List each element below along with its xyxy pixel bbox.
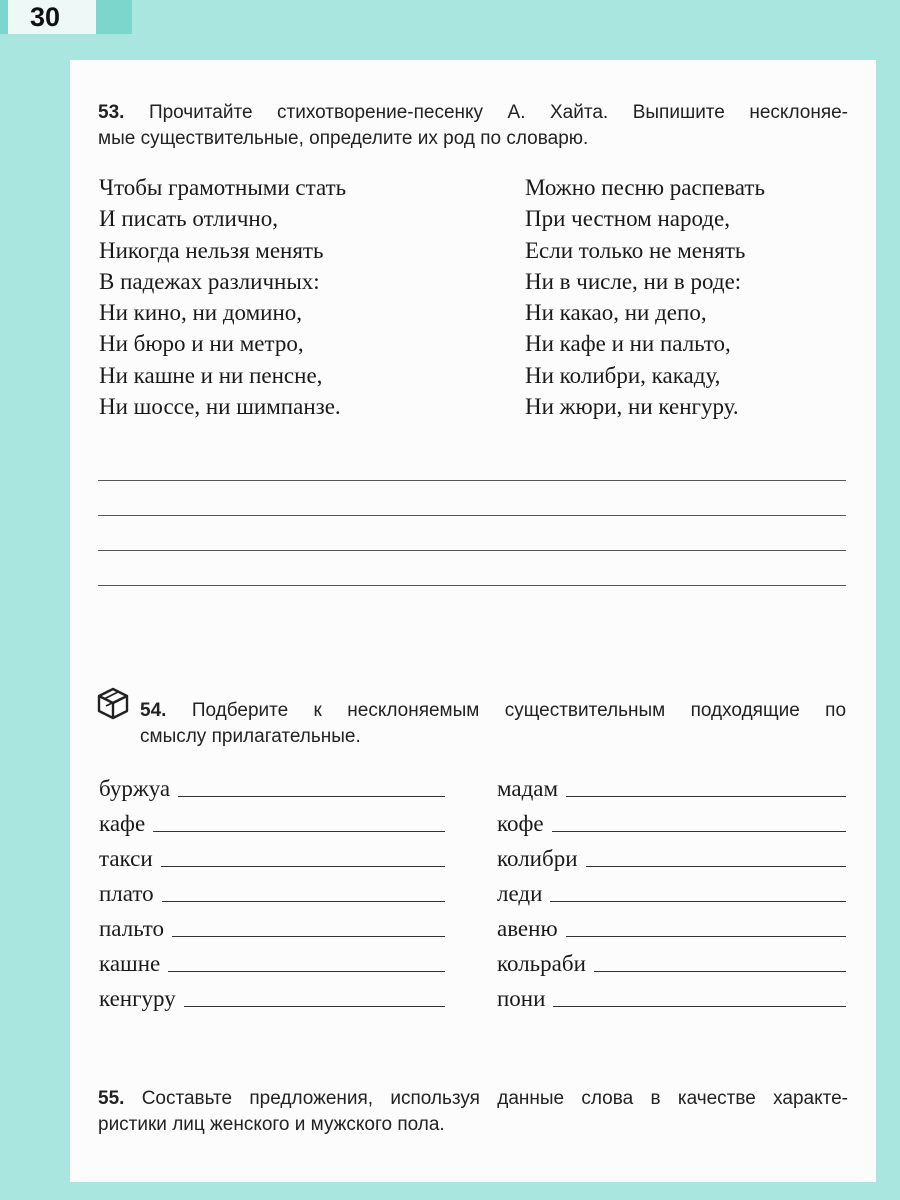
word-blank-row[interactable] [497,912,846,942]
word-blank-row[interactable] [497,842,846,872]
poem-right-column [525,172,765,422]
word-blank-row[interactable] [99,877,445,907]
task-54-instructions [140,698,846,750]
word: авеню [497,916,558,941]
word: кофе [497,811,544,836]
word: пони [497,986,546,1011]
answer-blank[interactable] [586,865,847,867]
word: кашне [99,951,161,976]
answer-blank[interactable] [184,1005,445,1007]
task-55-line-1 [98,1086,848,1112]
task-54-line-1 [140,698,846,724]
poem-line: И писать отлично, [99,206,278,232]
word: пальто [99,916,165,941]
poem-line: Ни какао, ни депо, [525,300,707,326]
word: колибри [497,846,578,871]
poem-line: Ни кино, ни домино, [99,300,303,326]
word-blank-row[interactable] [497,982,846,1012]
word-blank-row[interactable] [99,807,445,837]
word-blank-row[interactable] [497,807,846,837]
poem-left-column [99,172,346,422]
poem-line: Никогда нельзя менять [99,237,324,263]
answer-blank[interactable] [566,795,846,797]
answer-blank[interactable] [153,830,445,832]
cube-icon [96,686,130,720]
poem-line: Ни кафе и ни пальто, [525,331,731,357]
answer-line[interactable] [98,585,846,586]
word: плато [99,881,154,906]
task-53-line-2: мые существительные, определите их род по словарю. [98,128,589,149]
answer-blank[interactable] [178,795,445,797]
word-blank-row[interactable] [497,947,846,977]
answer-blank[interactable] [553,1005,846,1007]
poem-line: Можно песню распевать [525,175,765,200]
poem-line: Ни шоссе, ни шимпанзе. [99,394,341,420]
poem-line: Если только не менять [525,237,746,263]
word: буржуа [99,776,171,801]
answer-line[interactable] [98,480,846,481]
word-blank-row[interactable] [99,842,445,872]
page-number: 30 [30,2,61,32]
word-blank-row[interactable] [497,877,846,907]
word-blank-row[interactable] [99,912,445,942]
word: кольраби [497,951,586,976]
poem-line: Ни кашне и ни пенсне, [99,362,323,388]
answer-line[interactable] [98,515,846,516]
task-54-number: 54. [140,700,167,721]
poem-line: Ни колибри, какаду, [525,362,721,388]
task-53-line-1 [98,100,848,126]
word-blank-row[interactable] [497,772,846,802]
answer-blank[interactable] [162,900,445,902]
task-55-line-2: ристики лиц женского и мужского пола. [98,1114,445,1135]
task-53-number: 53. [98,102,125,123]
answer-blank[interactable] [168,970,445,972]
task-55-line-1-text: Составьте предложения, используя данные слова в качестве характе- [141,1088,848,1109]
task-55-number: 55. [98,1088,125,1109]
task-54-line-2: смыслу прилагательные. [140,726,361,747]
answer-blank[interactable] [550,900,846,902]
word-blank-row[interactable] [99,982,445,1012]
answer-blank[interactable] [161,865,445,867]
word-blank-row[interactable] [99,947,445,977]
task-55-instructions [98,1086,848,1138]
word: леди [497,881,543,906]
task-54-line-1-text: Подберите к несклоняемым существительным подходящие по [191,700,847,721]
word-blank-row[interactable] [99,772,445,802]
poem-line: Ни жюри, ни кенгуру. [525,394,739,420]
answer-blank[interactable] [594,970,846,972]
task-53-instructions [98,100,848,152]
word: кенгуру [99,986,176,1011]
poem-line: Чтобы грамотными стать [99,175,347,200]
poem-line: При честном народе, [525,206,730,232]
answer-line[interactable] [98,550,846,551]
answer-blank[interactable] [172,935,445,937]
poem-line: Ни бюро и ни метро, [99,331,304,357]
poem-line: Ни в числе, ни в роде: [525,268,742,294]
poem-line: В падежах различных: [99,268,320,294]
word: кафе [99,811,146,836]
answer-blank[interactable] [552,830,846,832]
task-53-line-1-text: Прочитайте стихотворение-песенку А. Хайта. Выпишите несклоняе- [148,102,848,123]
answer-blank[interactable] [566,935,846,937]
word: мадам [497,776,559,801]
word: такси [99,846,153,871]
